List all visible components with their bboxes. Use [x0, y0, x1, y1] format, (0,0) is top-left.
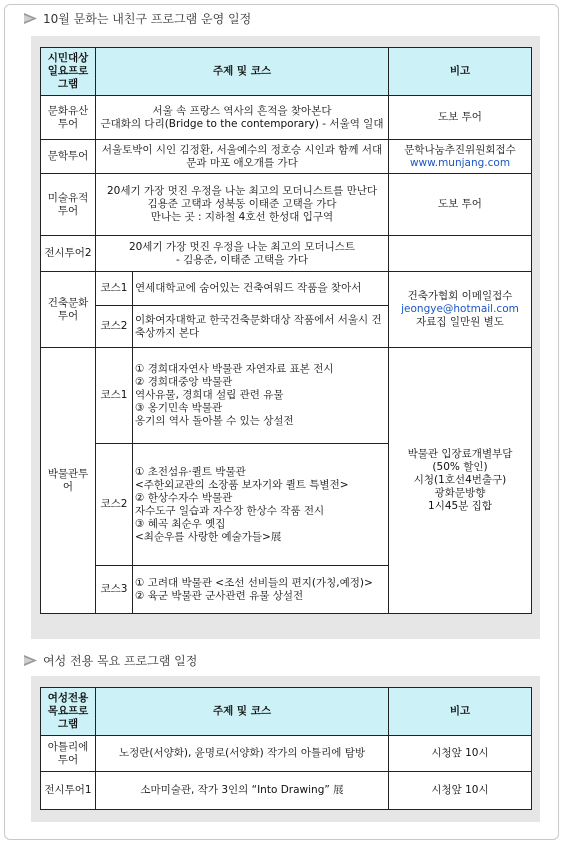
row-category: 박물관투어	[41, 348, 96, 614]
table-row	[41, 348, 532, 444]
row-course	[133, 566, 389, 614]
section2-heading	[24, 652, 197, 669]
museum-item-sub: <주한외교관의 소장품 보자기와 퀼트 특별전>	[135, 478, 349, 491]
header-category: 시민대상일요프로그램	[41, 48, 96, 96]
museum-item-sub: 자수도구 일습과 자수장 한상수 작품 전시	[135, 504, 325, 517]
row-note: 도보 투어	[389, 96, 532, 140]
table-row	[41, 772, 532, 810]
table-row	[41, 236, 532, 272]
museum-item-sub: 옹기의 역사 돌아볼 수 있는 상설전	[135, 415, 294, 427]
row-note: 시청앞 10시	[389, 736, 532, 772]
note-text: 자료집 일만원 별도	[416, 316, 504, 328]
header-note: 비고	[389, 688, 532, 736]
note-text: 1시45분 집합	[428, 500, 492, 512]
museum-item: ③ 혜곡 최순우 옛집	[135, 517, 226, 530]
section2-title: 여성 전용 목요 프로그램 일정	[43, 654, 198, 668]
row-note	[389, 236, 532, 272]
section1-title: 10월 문화는 내친구 프로그램 운영 일정	[43, 12, 252, 26]
row-note: 도보 투어	[389, 174, 532, 236]
row-note	[389, 348, 532, 614]
table-header-row	[41, 688, 532, 736]
course-line: 20세기 가장 멋진 우정을 나눈 최고의 모더니스트를 만난다	[106, 185, 377, 197]
table-row	[41, 736, 532, 772]
row-note	[389, 140, 532, 174]
email-link[interactable]: jeongye@hotmail.com	[401, 303, 519, 315]
museum-item: ① 고려대 박물관 <조선 선비들의 편지(가칭,예정)>	[135, 576, 373, 589]
museum-item: ② 육군 박물관 군사관련 유물 상설전	[135, 589, 304, 602]
course-label: 코스3	[96, 566, 133, 614]
museum-item: ① 초전섬유·퀼트 박물관	[135, 465, 246, 478]
row-course	[96, 236, 389, 272]
museum-item-sub: 역사유물, 경희대 설립 관련 유물	[135, 389, 284, 401]
course-line: 근대화의 다리(Bridge to the contemporary) - 서울역 일대	[100, 117, 384, 130]
course-label: 코스1	[96, 348, 133, 444]
row-course	[96, 174, 389, 236]
museum-item: ② 한상수자수 박물관	[135, 491, 233, 504]
museum-item-sub: <최순우를 사랑한 예술가들>展	[135, 530, 282, 543]
note-text: 박물관 입장료개별부담	[407, 448, 513, 460]
header-note: 비고	[389, 48, 532, 96]
section2-panel	[31, 676, 540, 822]
header-category: 여성전용목요프로그램	[41, 688, 96, 736]
row-category: 문화유산투어	[41, 96, 96, 140]
row-course	[133, 444, 389, 566]
triangle-arrow-icon	[24, 13, 37, 24]
course-label: 코스1	[96, 272, 133, 306]
table-row	[41, 140, 532, 174]
course-line: 20세기 가장 멋진 우정을 나눈 최고의 모더니스트	[128, 240, 356, 253]
museum-item: ③ 옹기민속 박물관	[135, 402, 223, 414]
table-header-row	[41, 48, 532, 96]
row-category: 전시투어1	[41, 772, 96, 810]
header-course: 주제 및 코스	[96, 48, 389, 96]
row-category: 건축문화투어	[41, 272, 96, 348]
table-row	[41, 174, 532, 236]
row-note	[389, 272, 532, 348]
table-row	[41, 272, 532, 306]
note-text: 시청(1호선4번출구)	[413, 474, 507, 486]
course-line: - 김용준, 이태준 고택을 가다	[175, 253, 309, 266]
row-category: 전시투어2	[41, 236, 96, 272]
course-line: 김용준 고택과 성북동 이태준 고택을 가다	[147, 198, 337, 210]
course-line: 만나는 곳 : 지하철 4호선 한성대 입구역	[150, 211, 334, 223]
row-course: 연세대학교에 숨어있는 건축여워드 작품을 찾아서	[133, 272, 389, 306]
row-course: 소마미술관, 작가 3인의 “Into Drawing” 展	[96, 772, 389, 810]
museum-item: ① 경희대자연사 박물관 자연자료 표본 전시	[135, 363, 334, 375]
row-course: 노정란(서양화), 윤명로(서양화) 작가의 아틀리에 탐방	[96, 736, 389, 772]
row-category: 아틀리에투어	[41, 736, 96, 772]
row-course	[96, 96, 389, 140]
note-text: 광화문방향	[434, 487, 486, 499]
section1-heading	[24, 10, 251, 27]
header-course: 주제 및 코스	[96, 688, 389, 736]
row-category: 미술유적투어	[41, 174, 96, 236]
row-course	[133, 348, 389, 444]
row-category: 문학투어	[41, 140, 96, 174]
section1-panel	[31, 36, 540, 639]
row-course: 서울토박이 시인 김정환, 서울예수의 정호승 시인과 함께 서대문과 마포 애오개를 가다	[96, 140, 389, 174]
note-text: 건축가협회 이메일접수	[407, 290, 513, 302]
table-row	[41, 96, 532, 140]
museum-item: ② 경희대중앙 박물관	[135, 376, 233, 388]
course-line: 서울 속 프랑스 역사의 흔적을 찾아본다	[152, 104, 332, 117]
course-label: 코스2	[96, 306, 133, 348]
schedule-table	[40, 47, 532, 614]
munjang-link[interactable]: www.munjang.com	[409, 156, 511, 169]
note-text: 문학나눔추진위원회접수	[404, 143, 516, 156]
women-program-table	[40, 687, 532, 810]
note-text: (50% 할인)	[432, 461, 488, 473]
triangle-arrow-icon	[24, 655, 37, 666]
course-label: 코스2	[96, 444, 133, 566]
row-course: 이화여자대학교 한국건축문화대상 작품에서 서울시 건축상까지 본다	[133, 306, 389, 348]
row-note: 시청앞 10시	[389, 772, 532, 810]
